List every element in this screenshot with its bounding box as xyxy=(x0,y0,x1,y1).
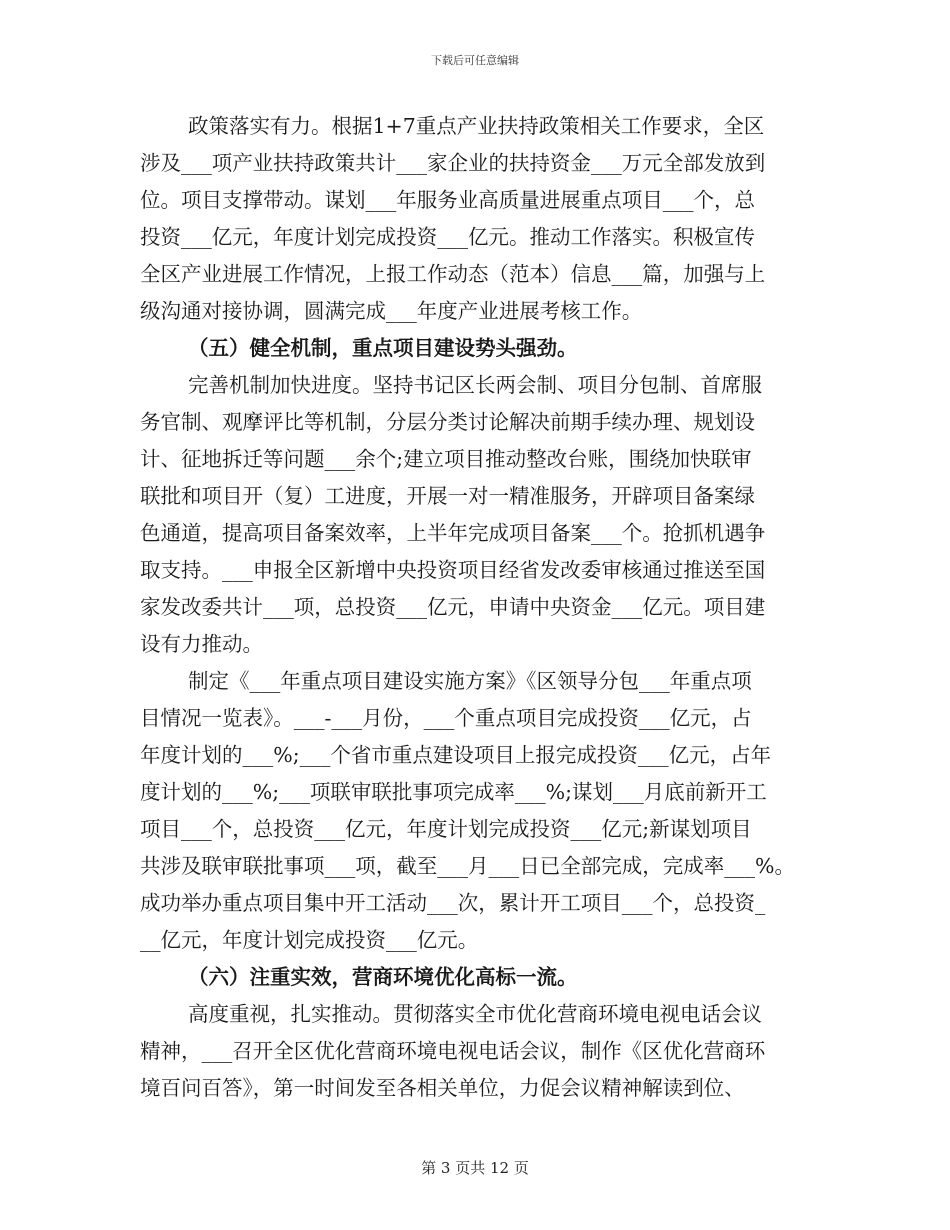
text-line: 务官制、观摩评比等机制，分层分类讨论解决前期手续办理、规划设 xyxy=(140,410,755,434)
document-body xyxy=(140,108,812,1107)
text-line: 年度计划的___%;___个省市重点建设项目上报完成投资___亿元，占年 xyxy=(140,743,772,767)
section-heading: （六）注重实效，营商环境优化高标一流。 xyxy=(188,965,578,989)
text-line: __亿元，年度计划完成投资___亿元。 xyxy=(140,928,479,952)
text-line: 位。项目支撑带动。谋划___年服务业高质量进展重点项目___个，总 xyxy=(140,188,755,212)
page-number: 第 3 页共 12 页 xyxy=(421,1159,529,1177)
text-line: 目情况一览表》。___-___月份，___个重点项目完成投资___亿元，占 xyxy=(140,706,752,730)
text-line: 色通道，提高项目备案效率，上半年完成项目备案___个。抢抓机遇争 xyxy=(140,521,766,545)
text-line: 共涉及联审联批事项___项，截至___月___日已全部完成，完成率___%。 xyxy=(140,854,795,878)
text-line: 计、征地拆迁等问题___余个;建立项目推动整改台账，围绕加快联审 xyxy=(140,447,752,471)
text-line: 全区产业进展工作情况，上报工作动态（范本）信息___篇，加强与上 xyxy=(140,262,766,286)
text-line: 境百问百答》，第一时间发至各相关单位，力促会议精神解读到位、 xyxy=(140,1076,745,1100)
text-line: 高度重视，扎实推动。贯彻落实全市优化营商环境电视电话会议 xyxy=(188,1002,762,1026)
text-line: 级沟通对接协调，圆满完成___年度产业进展考核工作。 xyxy=(140,299,643,323)
text-line: 精神，___召开全区优化营商环境电视电话会议，制作《区优化营商环 xyxy=(140,1039,766,1063)
text-line: 设有力推动。 xyxy=(140,632,263,656)
text-line: 家发改委共计___项，总投资___亿元，申请中央资金___亿元。项目建 xyxy=(140,595,766,619)
text-line: 成功举办重点项目集中开工活动___次，累计开工项目___个，总投资_ xyxy=(140,891,766,915)
text-line: 涉及___项产业扶持政策共计___家企业的扶持资金___万元全部发放到 xyxy=(140,151,766,175)
page-header-note: 下载后可任意编辑 xyxy=(431,54,519,67)
text-line: 投资___亿元，年度计划完成投资___亿元。推动工作落实。积极宣传 xyxy=(140,225,755,249)
text-line: 度计划的___%;___项联审联批事项完成率___%;谋划___月底前新开工 xyxy=(140,780,767,804)
section-heading: （五）健全机制，重点项目建设势头强劲。 xyxy=(188,336,578,360)
text-line: 制定《___年重点项目建设实施方案》《区领导分包___年重点项 xyxy=(188,669,752,693)
text-line: 项目___个，总投资___亿元，年度计划完成投资___亿元;新谋划项目 xyxy=(140,817,752,841)
text-line: 取支持。___申报全区新增中央投资项目经省发改委审核通过推送至国 xyxy=(140,558,766,582)
text-line: 政策落实有力。根据1+7重点产业扶持政策相关工作要求，全区 xyxy=(188,114,765,138)
text-line: 联批和项目开（复）工进度，开展一对一精准服务，开辟项目备案绿 xyxy=(140,484,755,508)
text-line: 完善机制加快进度。坚持书记区长两会制、项目分包制、首席服 xyxy=(188,373,762,397)
